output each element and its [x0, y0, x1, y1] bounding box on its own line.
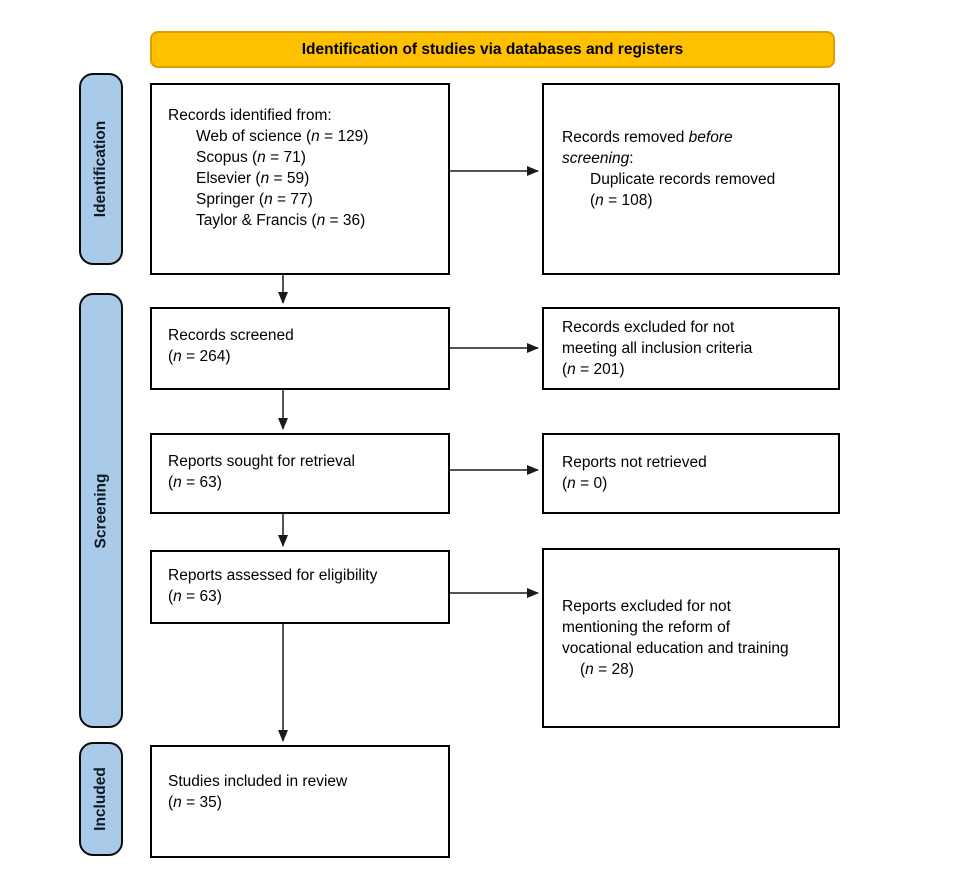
box-reports-excluded-text: Reports excluded for not mentioning the reform of vocational education and training (n = 28) — [562, 598, 789, 678]
stage-label-identification: Identification — [92, 120, 110, 218]
box-reports-sought-text: Reports sought for retrieval (n = 63) — [168, 453, 355, 491]
box-records-excluded — [542, 307, 840, 390]
stage-label-screening: Screening — [92, 473, 110, 548]
banner-identification-of-studies — [150, 31, 835, 68]
box-records-removed-text: Records removed before screening: Duplicate records removed (n = 108) — [562, 129, 776, 209]
box-records-screened — [150, 307, 450, 390]
box-reports-assessed-for-eligibility — [150, 550, 450, 624]
box-studies-included-text: Studies included in review (n = 35) — [168, 773, 348, 811]
stage-pill-included — [79, 742, 123, 856]
box-reports-sought-for-retrieval — [150, 433, 450, 514]
box-studies-included-in-review — [150, 745, 450, 858]
box-records-identified-text: Records identified from: Web of science (n = 129) Scopus (n = 71) Elsevier (n = 59) Springer (n = 77) Taylor & Francis (n = 36) — [168, 107, 369, 229]
box-reports-not-retrieved — [542, 433, 840, 514]
box-reports-not-retrieved-text: Reports not retrieved (n = 0) — [562, 454, 707, 492]
box-reports-excluded — [542, 548, 840, 728]
box-records-excluded-text: Records excluded for not meeting all inclusion criteria (n = 201) — [562, 319, 753, 378]
box-records-removed-before-screening — [542, 83, 840, 275]
box-reports-assessed-text: Reports assessed for eligibility (n = 63) — [168, 567, 378, 605]
stage-label-included: Included — [92, 767, 110, 831]
box-records-screened-text: Records screened (n = 264) — [168, 327, 294, 365]
stage-pill-screening — [79, 293, 123, 728]
stage-pill-identification — [79, 73, 123, 265]
box-records-identified — [150, 83, 450, 275]
banner-label: Identification of studies via databases and registers — [301, 40, 684, 58]
